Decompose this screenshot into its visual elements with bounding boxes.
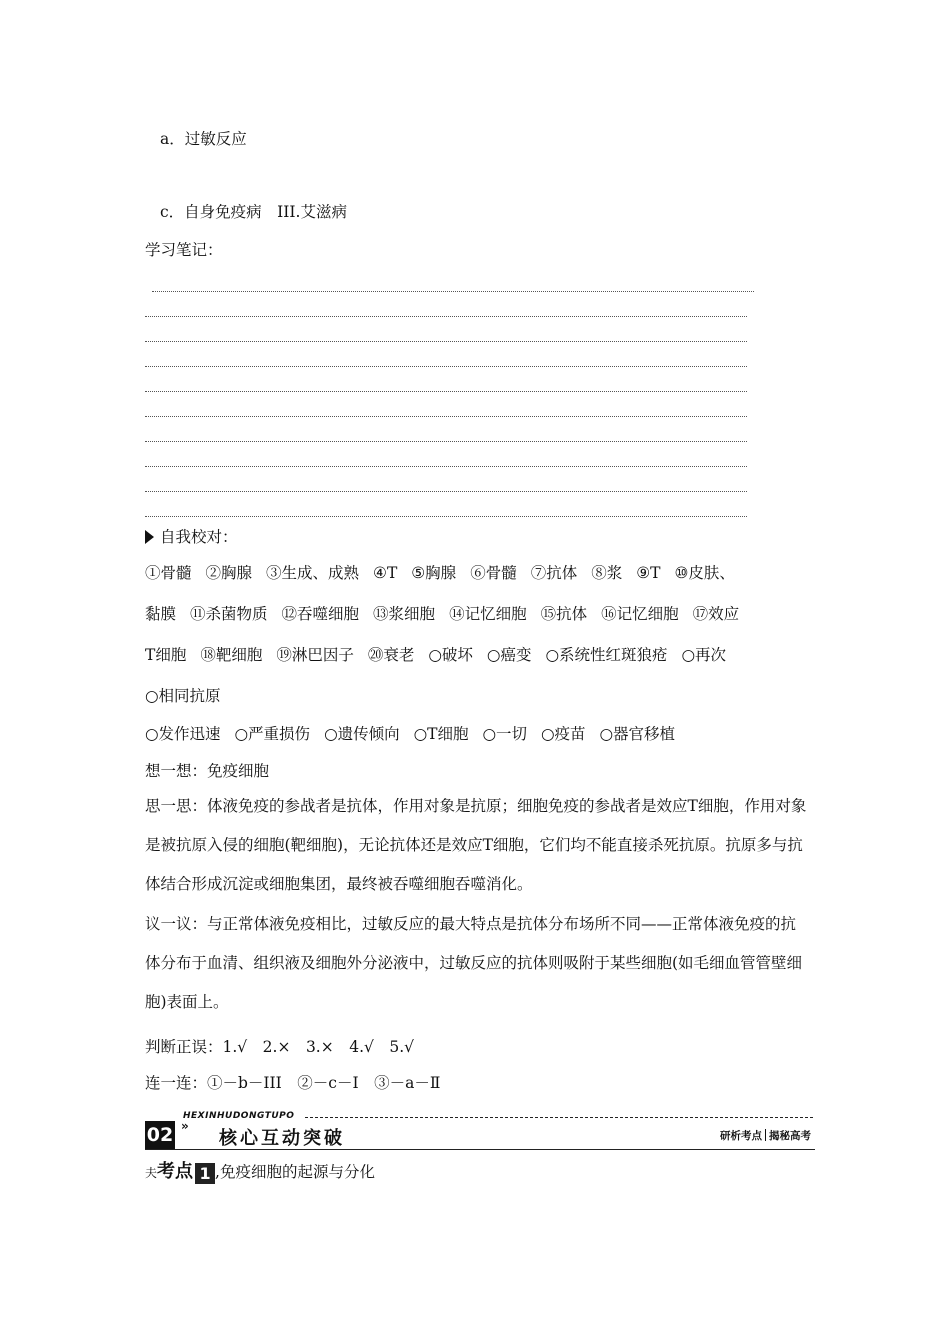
note-line (145, 466, 747, 467)
note-line (145, 441, 747, 442)
answer-row-2: 黏膜 ⑪杀菌物质 ⑫吞噬细胞 ⑬浆细胞 ⑭记忆细胞 ⑮抗体 ⑯记忆细胞 ⑰效应 (145, 605, 740, 623)
triangle-marker-icon (145, 530, 154, 544)
kaodian-number-badge: 1 (195, 1163, 215, 1184)
note-line (145, 391, 747, 392)
chevron-right-icon: » (181, 1119, 189, 1133)
kaodian-heading (145, 1157, 375, 1184)
answer-row-4: ○相同抗原 (145, 687, 221, 705)
note-line (145, 491, 747, 492)
kaodian-label: 考点 (157, 1161, 194, 1182)
discuss-paragraph: 议一议：与正常体液免疫相比，过敏反应的最大特点是抗体分布场所不同——正常体液免疫的抗体分布于血清、组织液及细胞外分泌液中，过敏反应的抗体则吸附于某些细胞(如毛细血管管壁细胞)表面上。 (145, 915, 803, 1011)
answer-row-1: ①骨髓 ②胸腺 ③生成、成熟 ④T ⑤胸腺 ⑥骨髓 ⑦抗体 ⑧浆 ⑨T ⑩皮肤、 (145, 564, 735, 582)
note-line (145, 341, 747, 342)
banner-bottom-rule (145, 1149, 815, 1150)
item-a: a．过敏反应 (160, 130, 247, 148)
note-line (152, 291, 754, 292)
note-line (145, 416, 747, 417)
judge-line: 判断正误：1.√ 2.× 3.× 4.√ 5.√ (145, 1038, 415, 1056)
banner-number-badge: 02 (145, 1121, 175, 1149)
reflect-paragraph: 思一思：体液免疫的参战者是抗体，作用对象是抗原；细胞免疫的参战者是效应T细胞，作用对象是被抗原入侵的细胞(靶细胞)，无论抗体还是效应T细胞，它们均不能直接杀死抗原。抗原多与抗体结合形成沉淀或细胞集团，最终被吞噬细胞吞噬消化。 (145, 797, 807, 893)
note-line (145, 316, 747, 317)
item-c: c．自身免疫病 III.艾滋病 (160, 203, 347, 221)
notes-label: 学习笔记： (145, 241, 223, 259)
banner-pinyin: HEXINHUDONGTUPO (183, 1111, 295, 1121)
section-banner (145, 1111, 815, 1151)
answer-row-5: ○发作迅速 ○严重损伤 ○遗传倾向 ○T细胞 ○一切 ○疫苗 ○器官移植 (145, 725, 676, 743)
note-line (145, 366, 747, 367)
banner-title: 核心互动突破 (219, 1128, 345, 1149)
self-check-heading: 自我校对： (145, 525, 238, 547)
note-line (145, 516, 747, 517)
kaodian-text: ,免疫细胞的起源与分化 (215, 1163, 375, 1181)
banner-dashed-rule (305, 1117, 813, 1118)
kaodian-prefix: 夫 (145, 1166, 158, 1180)
think-line: 想一想：免疫细胞 (145, 762, 270, 780)
answer-row-3: T细胞 ⑱靶细胞 ⑲淋巴因子 ⑳衰老 ○破坏 ○癌变 ○系统性红斑狼疮 ○再次 (145, 646, 727, 664)
banner-right-tags: 研析考点 揭秘高考 (720, 1130, 811, 1142)
connect-line: 连一连：①－b－III ②－c－Ⅰ ③－a－Ⅱ (145, 1074, 441, 1092)
